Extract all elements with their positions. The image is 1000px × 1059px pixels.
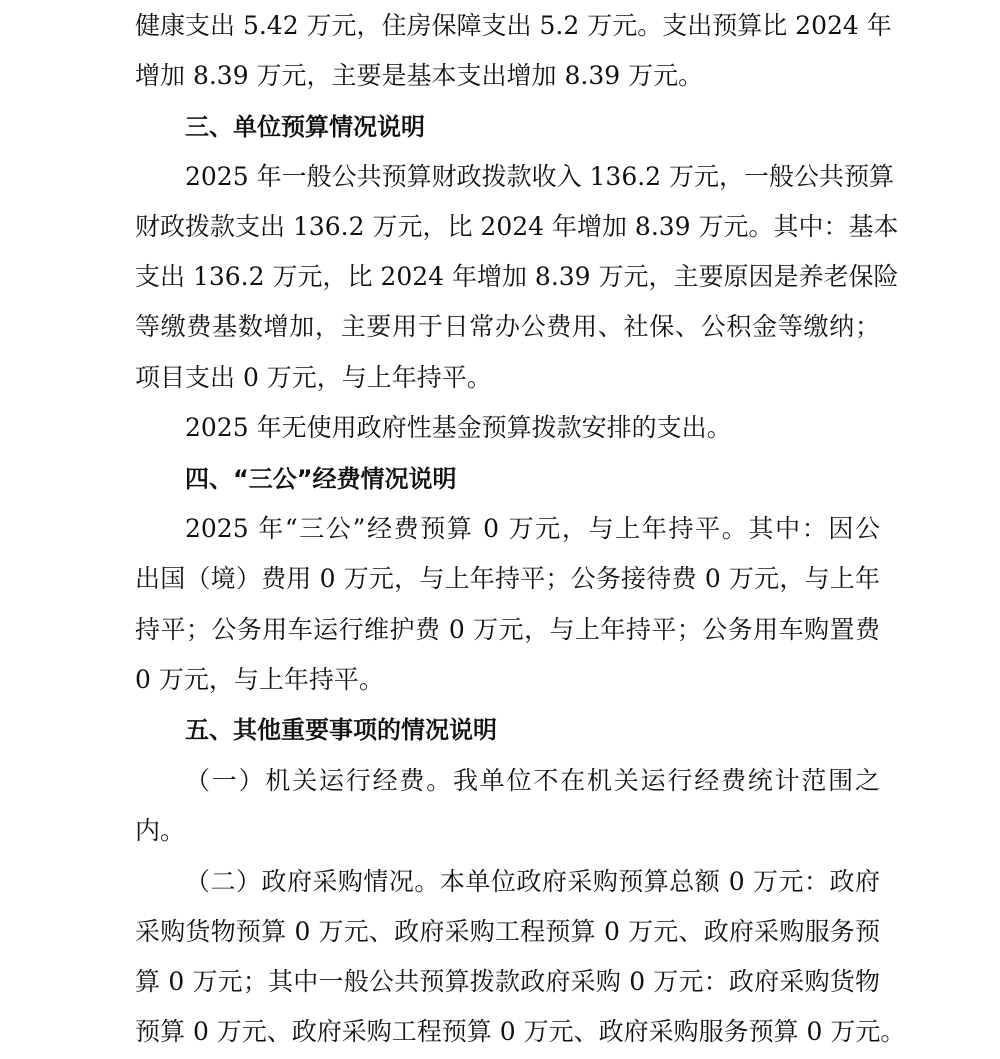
- paragraph-line: 算 0 万元；其中一般公共预算拨款政府采购 0 万元：政府采购货物: [135, 967, 880, 996]
- paragraph-line: 2025 年一般公共预算财政拨款收入 136.2 万元，一般公共预算: [185, 162, 895, 191]
- paragraph-line: 2025 年无使用政府性基金预算拨款安排的支出。: [185, 413, 732, 442]
- paragraph-line: 出国（境）费用 0 万元，与上年持平；公务接待费 0 万元，与上年: [135, 564, 880, 593]
- section-heading-5: 五、其他重要事项的情况说明: [185, 716, 497, 744]
- paragraph-line: 内。: [135, 816, 186, 845]
- section-heading-3: 三、单位预算情况说明: [185, 113, 425, 141]
- paragraph-line: 采购货物预算 0 万元、政府采购工程预算 0 万元、政府采购服务预: [135, 917, 880, 946]
- paragraph-line: 项目支出 0 万元，与上年持平。: [135, 363, 492, 392]
- paragraph-line: 预算 0 万元、政府采购工程预算 0 万元、政府采购服务预算 0 万元。: [135, 1017, 906, 1046]
- paragraph-line: 等缴费基数增加，主要用于日常办公费用、社保、公积金等缴纳；: [135, 312, 880, 341]
- paragraph-line: 2025 年“三公”经费预算 0 万元，与上年持平。其中：因公: [185, 514, 880, 543]
- paragraph-line: 健康支出 5.42 万元，住房保障支出 5.2 万元。支出预算比 2024 年: [135, 11, 892, 40]
- paragraph-line: 持平；公务用车运行维护费 0 万元，与上年持平；公务用车购置费: [135, 615, 880, 644]
- paragraph-line: 增加 8.39 万元，主要是基本支出增加 8.39 万元。: [135, 61, 704, 90]
- paragraph-line: 财政拨款支出 136.2 万元，比 2024 年增加 8.39 万元。其中：基本: [135, 212, 899, 241]
- paragraph-line: （一）机关运行经费。我单位不在机关运行经费统计范围之: [185, 766, 880, 795]
- paragraph-line: 0 万元，与上年持平。: [135, 665, 384, 694]
- paragraph-line: （二）政府采购情况。本单位政府采购预算总额 0 万元：政府: [185, 867, 880, 896]
- paragraph-line: 支出 136.2 万元，比 2024 年增加 8.39 万元，主要原因是养老保险: [135, 262, 899, 291]
- section-heading-4: 四、“三公”经费情况说明: [185, 465, 457, 493]
